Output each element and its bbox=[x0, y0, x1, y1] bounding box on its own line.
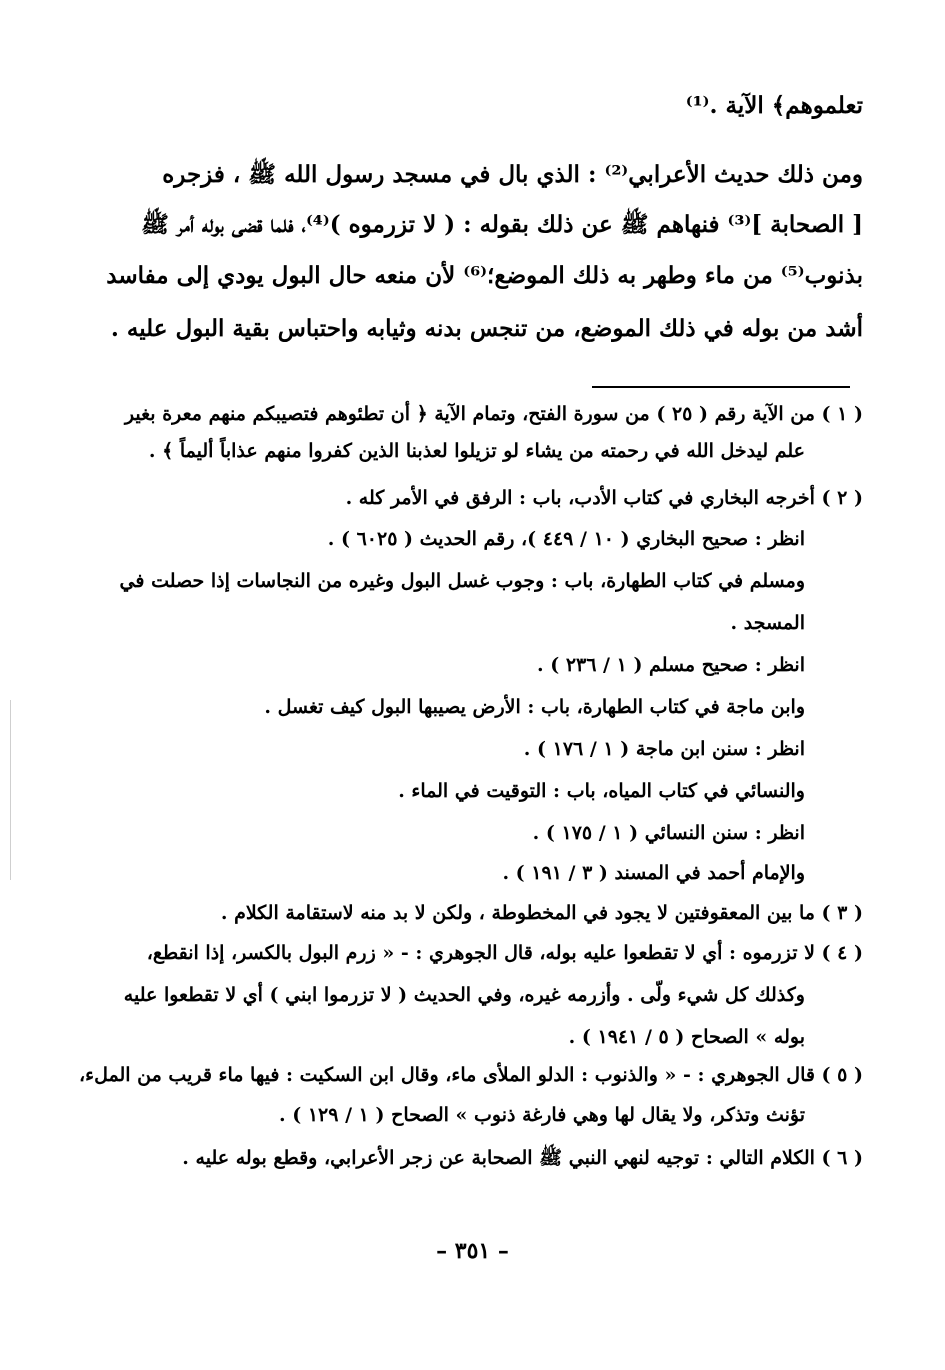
footnote-2-line-4: المسجد . bbox=[730, 612, 805, 634]
footnote-separator bbox=[592, 386, 850, 388]
footnote-5-line-1: ( ٥ ) قال الجوهري : - « والذنوب : الدلو الملأى ماء، وقال ابن السكيت : فيها ماء قريب من الملء، bbox=[79, 1064, 863, 1086]
footnote-2-line-2: انظر : صحيح البخاري ( ١٠ / ٤٤٩ )، رقم الحديث ( ٦٠٢٥ ) . bbox=[327, 528, 805, 550]
footnote-4-line-1: ( ٤ ) لا تزرموه : أي لا تقطعوا عليه بوله، قال الجوهري : - « زرم البول بالكسر، إذا انقطع، bbox=[146, 942, 863, 964]
footnote-6-line-1: ( ٦ ) الكلام التالي : توجيه لنهي النبي ﷺ الصحابة عن زجر الأعرابي، وقطع بوله عليه . bbox=[182, 1147, 863, 1169]
footnote-1-line-2: علم ليدخل الله في رحمته من يشاء لو تزيلوا لعذبنا الذين كفروا منهم عذاباً أليماً ﴾ . bbox=[148, 440, 805, 462]
main-text-line-2: ومن ذلك حديث الأعرابي⁽²⁾ : الذي بال في مسجد رسول الله ﷺ ، فزجره bbox=[162, 161, 863, 188]
scan-artifact-line bbox=[10, 700, 11, 880]
footnote-2-line-10: والإمام أحمد في المسند ( ٣ / ١٩١ ) . bbox=[502, 862, 805, 884]
footnote-3-line-1: ( ٣ ) ما بين المعقوفتين لا يجود في المخطوطة ، ولكن لا بد منه لاستقامة الكلام . bbox=[220, 902, 863, 924]
main-text-line-1: تعلموهم﴾ الآية .⁽¹⁾ bbox=[685, 92, 863, 119]
footnote-2-line-7: انظر : سنن ابن ماجة ( ١ / ١٧٦ ) . bbox=[523, 738, 805, 760]
footnote-2-line-3: ومسلم في كتاب الطهارة، باب : وجوب غسل البول وغيره من النجاسات إذا حصلت في bbox=[119, 570, 805, 592]
footnote-2-line-5: انظر : صحيح مسلم ( ١ / ٢٣٦ ) . bbox=[536, 654, 805, 676]
main-text-line-5: أشد من بوله في ذلك الموضع، من تنجس بدنه وثيابه واحتباس بقية البول عليه . bbox=[110, 315, 863, 342]
footnote-1-line-1: ( ١ ) من الآية رقم ( ٢٥ ) من سورة الفتح، وتمام الآية ﴿ أن تطئوهم فتصيبكم منهم معرة بغير bbox=[124, 403, 863, 425]
page-number: – ٣٥١ – bbox=[436, 1238, 509, 1264]
footnote-2-line-9: انظر : سنن النسائي ( ١ / ١٧٥ ) . bbox=[532, 822, 805, 844]
footnote-4-line-3: بوله » الصحاح ( ٥ / ١٩٤١ ) . bbox=[568, 1026, 805, 1048]
main-text-line-3: [ الصحابة ]⁽³⁾ فنهاهم ﷺ عن ذلك بقوله : ( لا تزرموه )⁽⁴⁾، فلما قضى بوله أمر ﷺ bbox=[141, 211, 863, 238]
main-text-line-4: بذنوب⁽⁵⁾ من ماء وطهر به ذلك الموضع؛⁽⁶⁾ لأن منعه حال البول يودي إلى مفاسد bbox=[106, 262, 863, 289]
footnote-2-line-6: وابن ماجة في كتاب الطهارة، باب : الأرض يصيبها البول كيف تغسل . bbox=[264, 696, 805, 718]
footnote-2-line-8: والنسائي في كتاب المياه، باب : التوقيت في الماء . bbox=[398, 780, 805, 802]
footnote-5-line-2: تؤنث وتذكر، ولا يقال لها وهي فارغة ذنوب » الصحاح ( ١ / ١٢٩ ) . bbox=[279, 1104, 805, 1126]
footnote-2-line-1: ( ٢ ) أخرجه البخاري في كتاب الأدب، باب : الرفق في الأمر كله . bbox=[345, 487, 863, 509]
footnote-4-line-2: وكذلك كل شيء ولّى . وأزرمه غيره، وفي الحديث ( لا تزرموا ابني ) أي لا تقطعوا عليه bbox=[123, 984, 805, 1006]
